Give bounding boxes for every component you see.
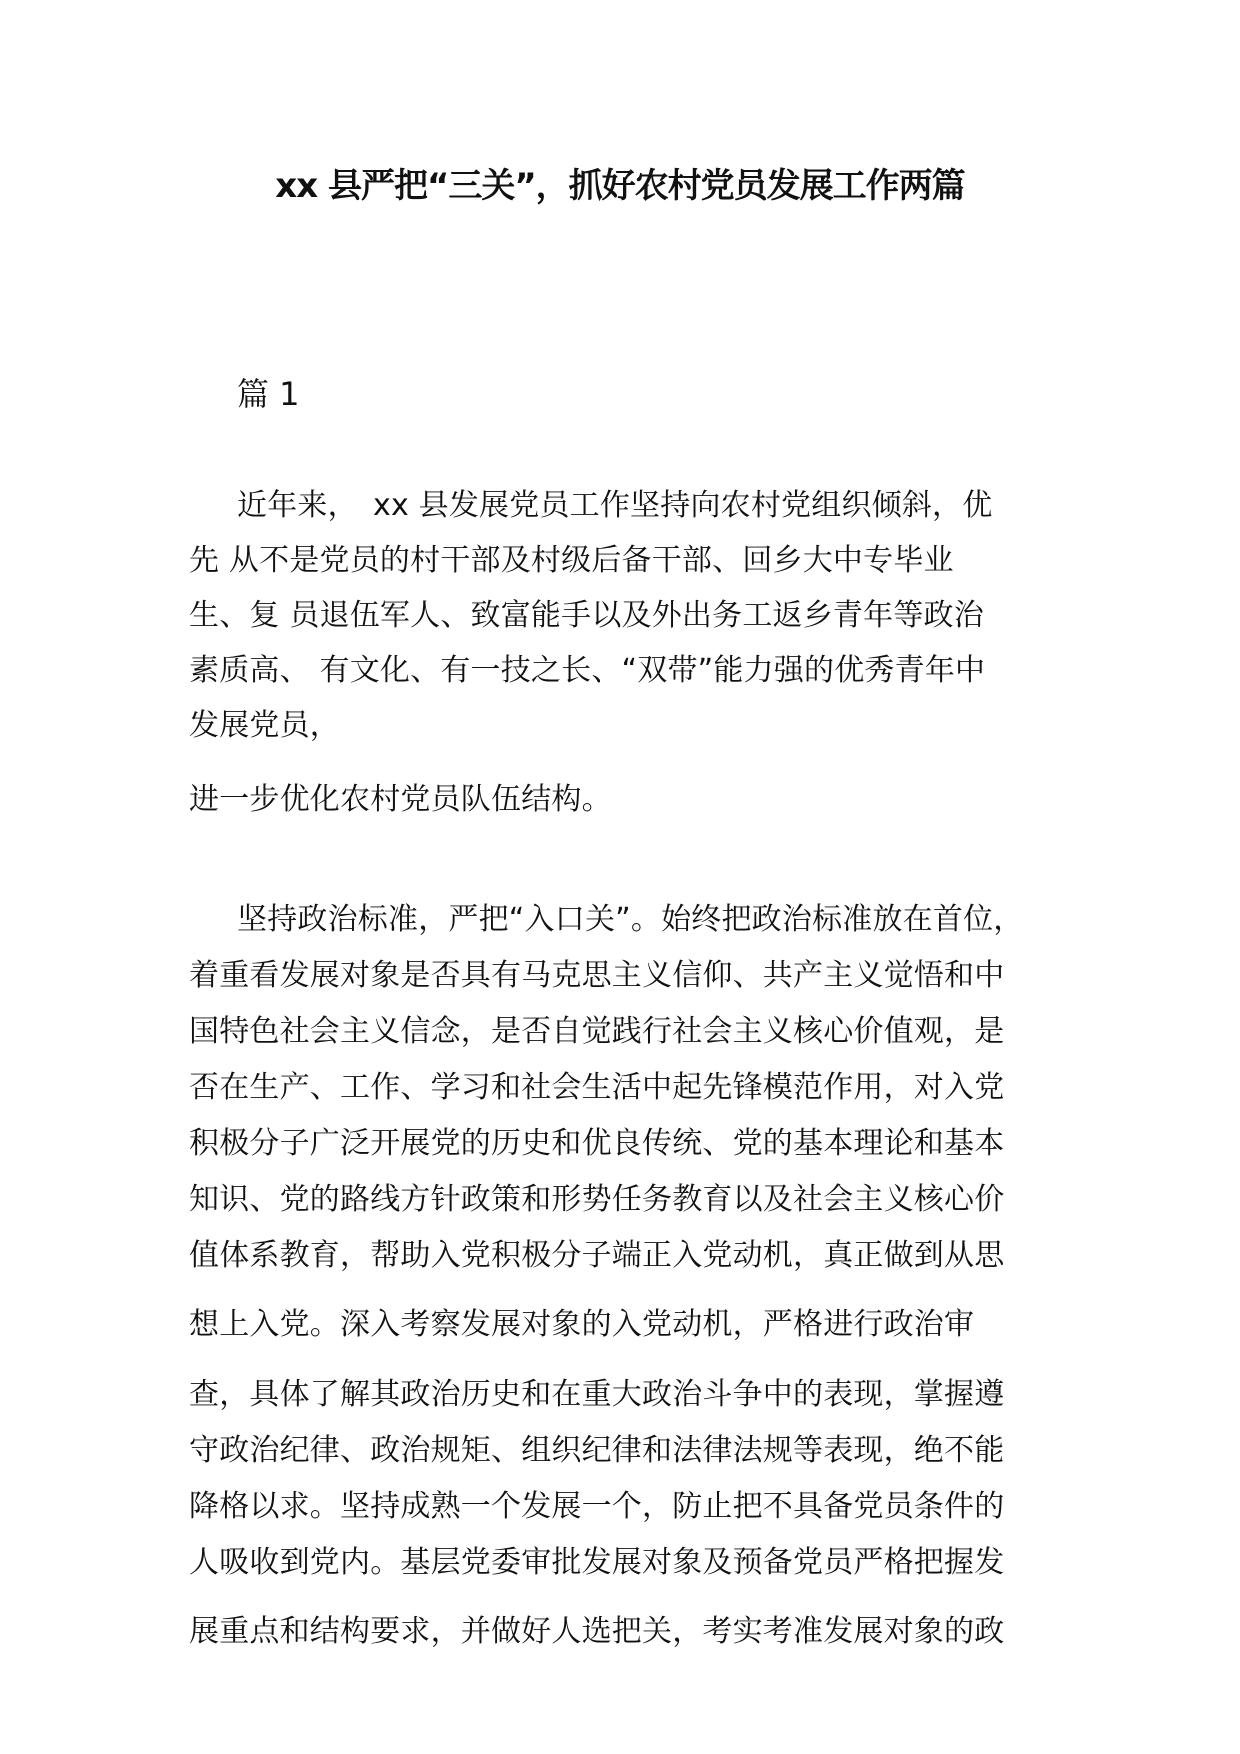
paragraph-2-line: 坚持政治标准，严把“入口关”。始终把政治标准放在首位，: [237, 902, 1024, 937]
paragraph-2-line: 国特色社会主义信念，是否自觉践行社会主义核心价值观，是: [189, 1014, 1005, 1049]
paragraph-2-line: 否在生产、工作、学习和社会生活中起先锋模范作用，对入党: [189, 1070, 1005, 1105]
paragraph-2-line: 守政治纪律、政治规矩、组织纪律和法律法规等表现，绝不能: [189, 1433, 1005, 1468]
document-title: xx 县严把“三关”，抓好农村党员发展工作两篇: [275, 166, 965, 206]
paragraph-1-line: 先 从不是党员的村干部及村级后备干部、回乡大中专毕业: [189, 543, 954, 578]
paragraph-1-line: 近年来， xx 县发展党员工作坚持向农村党组织倾斜，优: [237, 488, 993, 523]
paragraph-1-line: 发展党员，: [189, 708, 340, 743]
paragraph-1-line: 进一步优化农村党员队伍结构。: [189, 782, 612, 817]
paragraph-2-line: 着重看发展对象是否具有马克思主义信仰、共产主义觉悟和中: [189, 958, 1005, 993]
paragraph-2-line: 想上入党。深入考察发展对象的入党动机，严格进行政治审: [189, 1307, 975, 1342]
paragraph-2-line: 知识、党的路线方针政策和形势任务教育以及社会主义核心价: [189, 1182, 1005, 1217]
paragraph-2-line: 人吸收到党内。基层党委审批发展对象及预备党员严格把握发: [189, 1545, 1005, 1580]
section-heading: 篇 1: [237, 375, 300, 413]
paragraph-1-line: 素质高、 有文化、有一技之长、“双带”能力强的优秀青年中: [189, 653, 986, 688]
paragraph-2-line: 降格以求。坚持成熟一个发展一个，防止把不具备党员条件的: [189, 1489, 1005, 1524]
paragraph-2-line: 值体系教育，帮助入党积极分子端正入党动机，真正做到从思: [189, 1238, 1005, 1273]
paragraph-2-line: 展重点和结构要求，并做好人选把关，考实考准发展对象的政: [189, 1614, 1005, 1649]
paragraph-1-line: 生、复 员退伍军人、致富能手以及外出务工返乡青年等政治: [189, 598, 984, 633]
paragraph-2-line: 积极分子广泛开展党的历史和优良传统、党的基本理论和基本: [189, 1126, 1005, 1161]
paragraph-2-line: 查，具体了解其政治历史和在重大政治斗争中的表现，掌握遵: [189, 1377, 1005, 1412]
